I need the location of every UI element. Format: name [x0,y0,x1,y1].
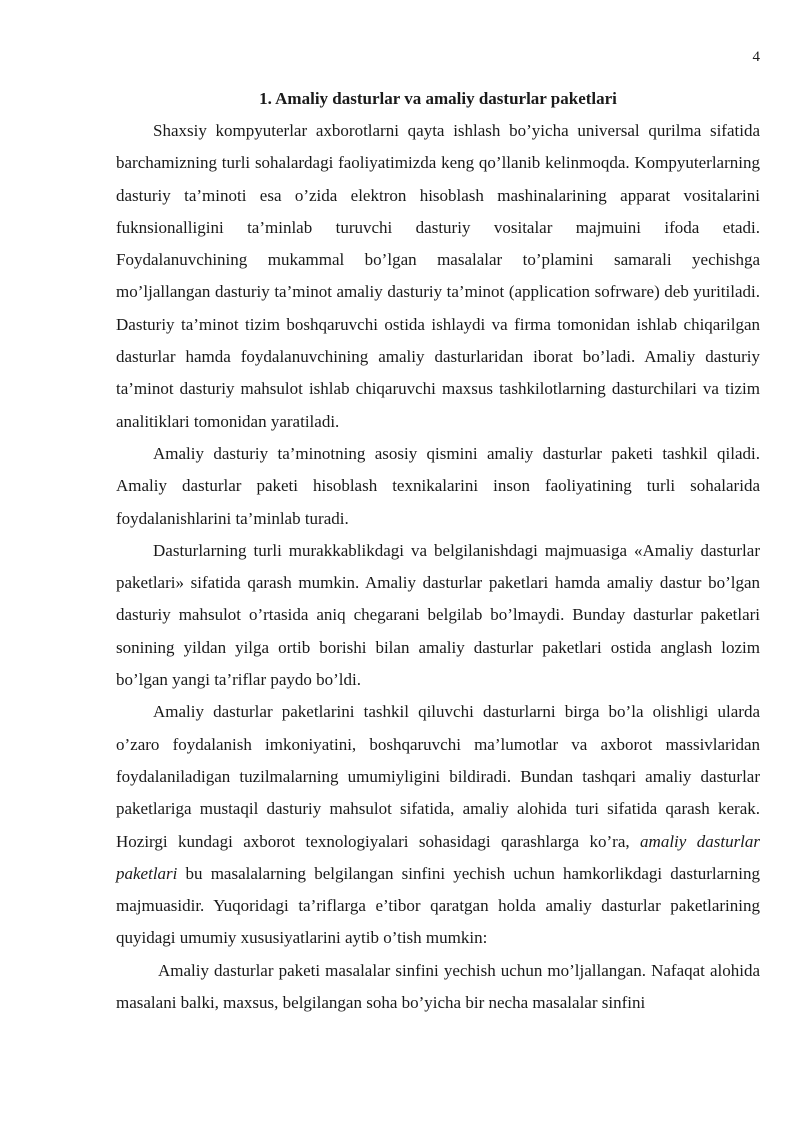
paragraph-2: Amaliy dasturiy ta’minotning asosiy qismini amaliy dasturlar paketi tashkil qiladi. Amaliy dasturlar paketi hisoblash texnikalarini inson faoliyatining turli sohalarida foydalanishlarini ta’minlab turadi. [116,443,760,528]
paragraph-5 [116,955,760,1020]
page-content [116,84,760,1019]
section-title: 1. Amaliy dasturlar va amaliy dasturlar paketlari [259,89,617,108]
paragraph-4-emphasis: amaliy dasturlar paketlari [116,831,761,883]
paragraph-5-text: Amaliy dasturlar paketi masalalar sinfini yechish uchun mo’ljallangan. Nafaqat alohida masalani balki, maxsus, belgilangan soha bo’yicha bir necha masalalar sinfini [116,960,760,1013]
paragraph-4-text-before: Amaliy dasturlar paketlarini tashkil qiluvchi dasturlarni birga bo’la olishligi ularda o’zaro foydalanish imkoniyatini, boshqaruvchi ma’lumotlar va axborot massivlaridan foydalaniladigan tuzilmalarning umumiyligini bildiradi. Bundan tashqari amaliy dasturlar paketlariga mustaqil dasturiy mahsulot sifatida, amaliy alohida turi sifatida qarash kerak. Hozirgi kundagi axborot texnologiyalari sohasidagi qarashlarga ko’ra, [116,702,760,851]
paragraph-3: Dasturlarning turli murakkablikdagi va belgilanishdagi majmuasiga «Amaliy dasturlar paketlari» sifatida qarash mumkin. Amaliy dasturlar paketlari hamda amaliy dastur bo’lgan dasturiy mahsulot o’rtasida aniq chegarani belgilab bo’lmaydi. Bunday dasturlar paketlari sonining yildan yilga ortib borishi bilan amaliy dasturlar paketlari ostida anglash lozim bo’lgan yangi ta’riflar paydo bo’ldi. [116,540,760,690]
paragraph-4 [116,696,760,954]
paragraph-4-text-after: bu masalalarning belgilangan sinfini yechish uchun hamkorlikdagi dasturlarning majmuasidir. Yuqoridagi ta’riflarga e’tibor qaratgan holda amaliy dasturlar paketlarining quyidagi umumiy xususiyatlarini aytib o’tish mumkin: [116,863,761,948]
page-number: 4 [752,49,760,65]
paragraph-1: Shaxsiy kompyuterlar axborotlarni qayta ishlash bo’yicha universal qurilma sifatida barchamizning turli sohalardagi faoliyatimizda keng qo’llanib kelinmoqda. Kompyuterlarning dasturiy ta’minoti esa o’zida elektron hisoblash mashinalarining apparat vositalarini fuknsionalligini ta’minlab turuvchi dasturiy vositalar majmuini ifoda etadi. Foydalanuvchining mukammal bo’lgan masalalar to’plamini samarali yechishga mo’ljallangan dasturiy ta’minot amaliy dasturiy ta’minot (application sofrware) deb yuritiladi. Dasturiy ta’minot tizim boshqaruvchi ostida ishlaydi va firma tomonidan ishlab chiqarilgan dasturlar hamda foydalanuvchining amaliy dasturlaridan iborat bo’ladi. Amaliy dasturiy ta’minot dasturiy mahsulot ishlab chiqaruvchi maxsus tashkilotlarning dasturchilari va tizim analitiklari tomonidan yaratiladi. [116,121,760,431]
